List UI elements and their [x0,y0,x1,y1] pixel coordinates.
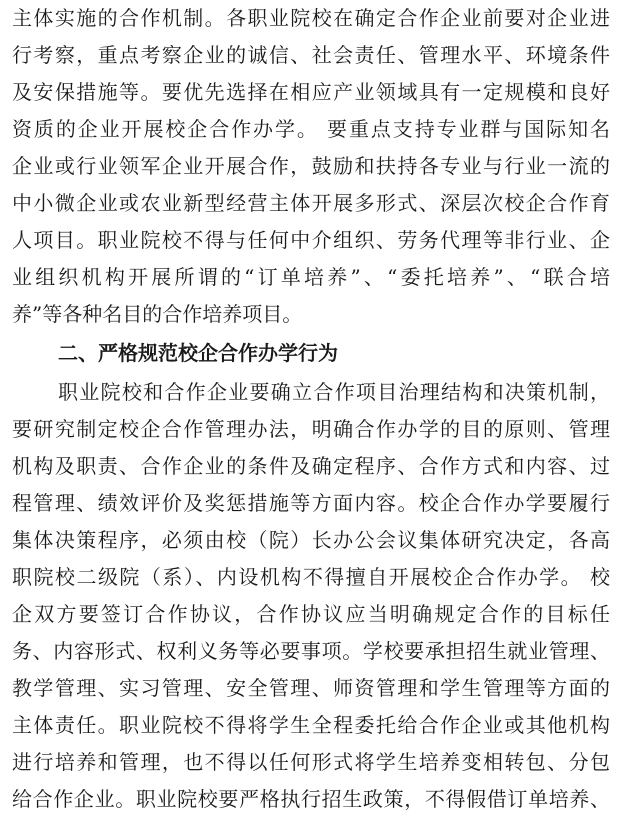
text-line: 业组织机构开展所谓的“订单培养”、“委托培养”、“联合培 [12,265,610,289]
text-line: 行考察，重点考察企业的诚信、社会责任、管理水平、环境条件 [12,43,610,67]
text-line: 职业院校和合作企业要确立合作项目治理结构和决策机制， [58,380,610,404]
text-line: 及安保措施等。要优先选择在相应产业领域具有一定规模和良好 [12,80,610,104]
text-line: 教学管理、实习管理、安全管理、师资管理和学生管理等方面的 [12,676,610,700]
text-line: 养”等各种名目的合作培养项目。 [12,302,303,326]
text-line: 主体实施的合作机制。各职业院校在确定合作企业前要对企业进 [12,6,610,30]
text-line: 机构及职责、合作企业的条件及确定程序、合作方式和内容、过 [12,454,610,478]
section-heading: 二、严格规范校企合作办学行为 [58,341,338,365]
text-line: 进行培养和管理，也不得以任何形式将学生培养变相转包、分包 [12,750,610,774]
text-line: 人项目。职业院校不得与任何中介组织、劳务代理等非行业、企 [12,228,610,252]
text-line: 企双方要签订合作协议，合作协议应当明确规定合作的目标任 [12,602,610,626]
text-line: 主体责任。职业院校不得将学生全程委托给合作企业或其他机构 [12,713,610,737]
text-line: 程管理、绩效评价及奖惩措施等方面内容。校企合作办学要履行 [12,491,610,515]
text-line: 要研究制定校企合作管理办法，明确合作办学的目的原则、管理 [12,417,610,441]
text-line: 中小微企业或农业新型经营主体开展多形式、深层次校企合作育 [12,191,610,215]
text-line: 企业或行业领军企业开展合作，鼓励和扶持各专业与行业一流的 [12,154,610,178]
text-line: 务、内容形式、权利义务等必要事项。学校要承担招生就业管理、 [12,639,610,663]
text-line: 资质的企业开展校企合作办学。 要重点支持专业群与国际知名 [12,117,610,141]
text-line: 职院校二级院（系）、内设机构不得擅自开展校企合作办学。 校 [12,565,610,589]
text-line: 集体决策程序，必须由校（院）长办公会议集体研究决定，各高 [12,528,610,552]
text-line: 给合作企业。职业院校要严格执行招生政策，不得假借订单培养、 [12,787,610,811]
